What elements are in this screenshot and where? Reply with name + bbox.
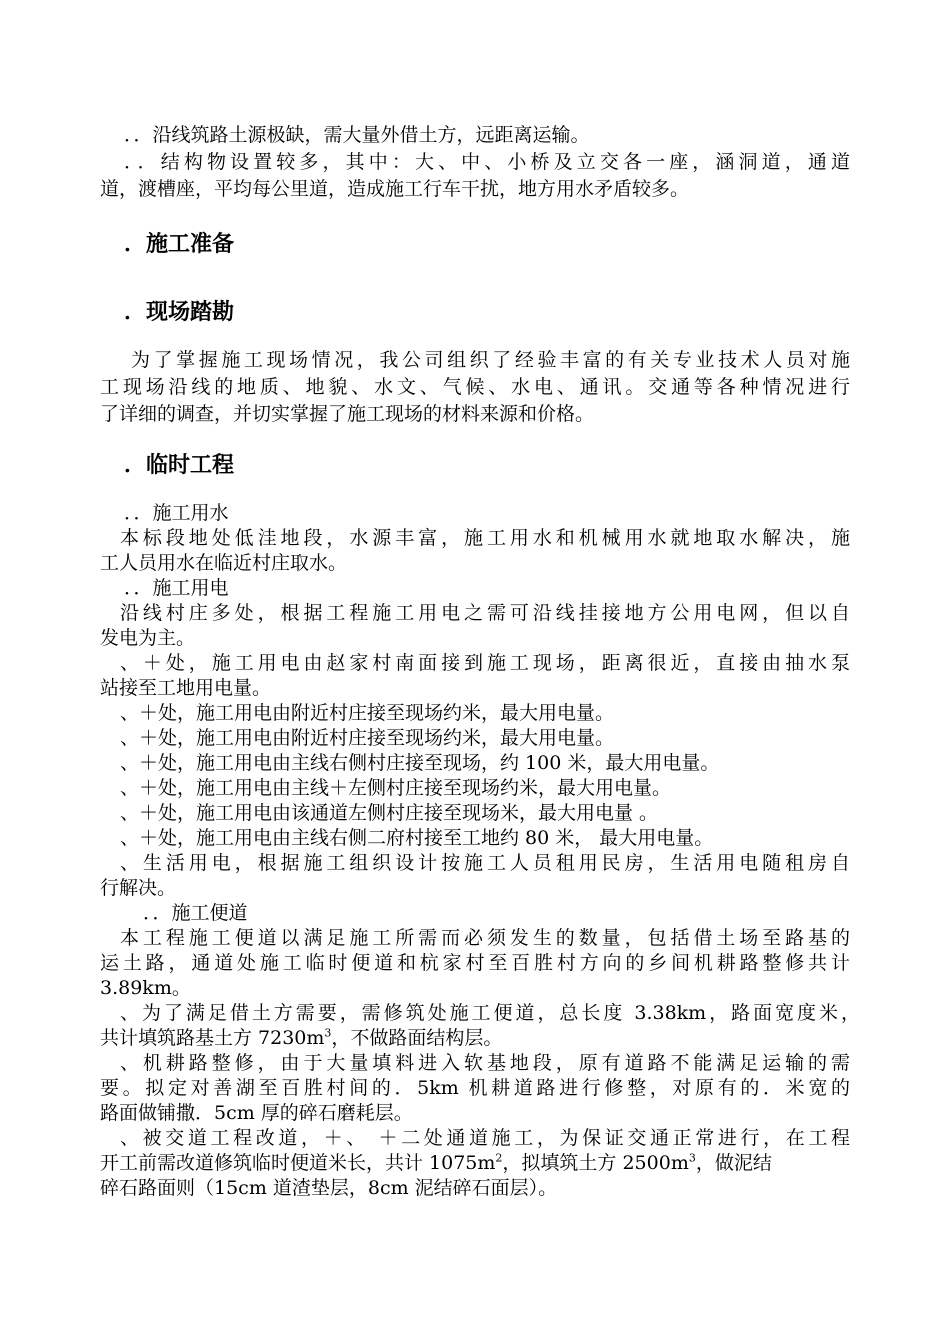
power-item-5: 、＋处，施工用电由主线＋左侧村庄接至现场约米，最大用电量。 <box>120 777 672 799</box>
road-line-2: 运土路，通道处施工临时便道和杭家村至百胜村方向的乡间机耕路整修共计 <box>100 952 850 974</box>
power-item-3: 、＋处，施工用电由附近村庄接至现场约米，最大用电量。 <box>120 727 615 749</box>
power-line-1: 沿线村庄多处，根据工程施工用电之需可沿线挂接地方公用电网，但以自 <box>120 602 850 624</box>
road-item-1a: 、为了满足借土方需要，需修筑处施工便道，总长度 3.38km，路面宽度米， <box>120 1002 860 1024</box>
intro-line-3: 道，渡槽座，平均每公里道，造成施工行车干扰，地方用水矛盾较多。 <box>100 178 690 200</box>
road-item-1b: 共计填筑路基土方 $7230m^3$，不做路面结构层。 <box>100 1026 503 1049</box>
road-subtitle: ．．施工便道 <box>143 902 248 924</box>
survey-line-2: 工现场沿线的地质、地貌、水文、气候、水电、通讯。交通等各种情况进行 <box>100 376 850 398</box>
water-subtitle: ．．施工用水 <box>124 502 229 524</box>
intro-line-1: ．．沿线筑路土源极缺，需大量外借土方，远距离运输。 <box>124 124 590 146</box>
water-line-2: 工人员用水在临近村庄取水。 <box>100 552 348 574</box>
road-item-3b: 开工前需改道修筑临时便道米长，共计 $1075m^2$，拟填筑土方 $2500m^3$，做泥结 <box>100 1151 772 1174</box>
power-item-4: 、＋处，施工用电由主线右侧村庄接至现场，约 100 米，最大用电量。 <box>120 752 720 774</box>
intro-line-2: ．．结构物设置较多，其中：大、中、小桥及立交各一座，涵洞道，通道 <box>124 151 850 173</box>
water-line-1: 本标段地处低洼地段，水源丰富，施工用水和机械用水就地取水解决，施 <box>120 527 850 549</box>
road-item-2c: 路面做铺撒．5cm 厚的碎石磨耗层。 <box>100 1102 413 1124</box>
heading-temporary-works: ．临时工程 <box>124 453 235 478</box>
heading-construction-prep: ．施工准备 <box>124 232 235 257</box>
power-line-2: 发电为主。 <box>100 627 196 649</box>
power-item-1b: 站接至工地用电量。 <box>100 677 272 699</box>
power-item-8a: 、生活用电，根据施工组织设计按施工人员租用民房，生活用电随租房自 <box>120 852 850 874</box>
road-line-1: 本工程施工便道以满足施工所需而必须发生的数量，包括借土场至路基的 <box>120 927 850 949</box>
power-item-6: 、＋处，施工用电由该通道左侧村庄接至现场米，最大用电量 。 <box>120 802 659 824</box>
power-item-2: 、＋处，施工用电由附近村庄接至现场约米，最大用电量。 <box>120 702 615 724</box>
power-subtitle: ．．施工用电 <box>124 577 229 599</box>
survey-line-1: 为了掌握施工现场情况，我公司组织了经验丰富的有关专业技术人员对施 <box>131 349 850 371</box>
power-item-7: 、＋处，施工用电由主线右侧二府村接至工地约 80 米， 最大用电量。 <box>120 827 714 849</box>
road-item-2a: 、机耕路整修，由于大量填料进入软基地段，原有道路不能满足运输的需 <box>120 1052 850 1074</box>
road-item-2b: 要。拟定对善湖至百胜村间的．5km 机耕道路进行修整，对原有的．米宽的 <box>100 1077 850 1099</box>
road-item-3c: 碎石路面则（15cm 道渣垫层，8cm 泥结碎石面层）。 <box>100 1177 558 1199</box>
road-line-3: 3.89km。 <box>100 977 191 999</box>
power-item-8b: 行解决。 <box>100 877 177 899</box>
heading-site-survey: ．现场踏勘 <box>124 300 235 325</box>
survey-line-3: 了详细的调查，并切实掌握了施工现场的材料来源和价格。 <box>100 403 595 425</box>
road-item-3a: 、被交道工程改道，＋、 ＋二处通道施工，为保证交通正常进行，在工程 <box>120 1127 850 1149</box>
power-item-1a: 、＋处，施工用电由赵家村南面接到施工现场，距离很近，直接由抽水泵 <box>120 652 850 674</box>
